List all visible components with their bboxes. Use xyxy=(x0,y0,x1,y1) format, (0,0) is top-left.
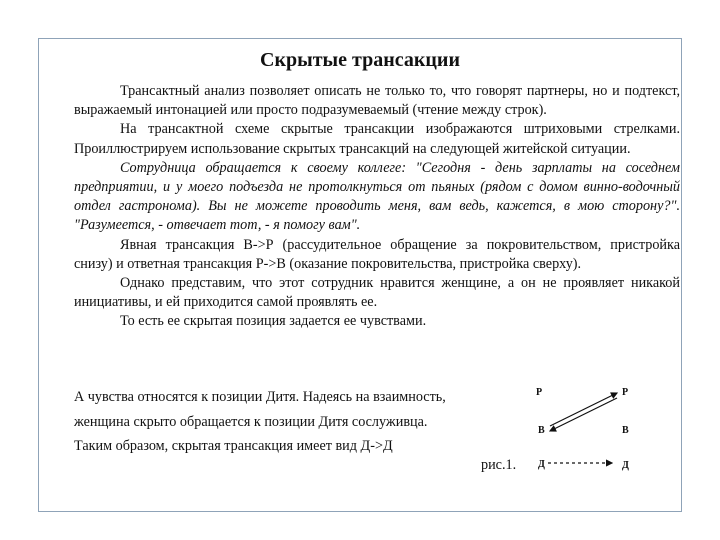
label-left-parent: Р xyxy=(536,387,543,398)
body-text xyxy=(74,82,680,332)
page-title: Скрытые трансакции xyxy=(260,49,460,71)
label-left-child: Д xyxy=(538,459,545,470)
line-conclusion: Таким образом, скрытая трансакция имеет вид Д->Д xyxy=(74,438,393,454)
label-right-child: Д xyxy=(622,460,629,471)
label-right-parent: Р xyxy=(622,387,629,398)
paragraph-explicit: Явная трансакция В->Р (рассудительное обращение за покровительством, пристройка снизу) и ответная трансакция Р->В (оказание покровительства, пристройка сверху). xyxy=(74,236,680,272)
figure-caption: рис.1. xyxy=(481,457,517,473)
paragraph-example: Сотрудница обращается к своему коллеге: "Сегодня - день зарплаты на соседнем предприятии, и у моего подъезда не протолкнуться от пьяных (рядом с домом винно-водочный отдел гастронома). Вы не можете проводить меня, вам ведь, кажется, в мою сторону?". "Разумеется, - отвечает тот, - я помогу вам". xyxy=(74,159,680,234)
paragraph-intro: Трансактный анализ позволяет описать не только то, что говорят партнеры, но и подтекст, выражаемый интонацией или просто подразумеваемый (чтение между строк). xyxy=(74,83,680,119)
paragraph-scheme: На трансактной схеме скрытые трансакции изображаются штриховыми стрелками. Проиллюстрируем использование скрытых трансакций на следующей житейской ситуации. xyxy=(74,121,680,157)
transaction-diagram xyxy=(524,374,646,486)
label-left-adult: В xyxy=(538,425,545,436)
paragraph-hidden-position: То есть ее скрытая позиция задается ее чувствами. xyxy=(120,313,427,330)
arrow-parent-to-adult xyxy=(550,398,617,431)
line-woman: женщина скрыто обращается к позиции Дитя сослуживца. xyxy=(74,414,428,430)
paragraph-however: Однако представим, что этот сотрудник нравится женщине, а он не проявляет никакой инициативы, и ей приходится самой проявлять ее. xyxy=(74,275,680,311)
label-right-adult: В xyxy=(622,425,629,436)
line-feelings: А чувства относятся к позиции Дитя. Надеясь на взаимность, xyxy=(74,389,446,405)
arrow-adult-to-parent xyxy=(550,393,617,426)
